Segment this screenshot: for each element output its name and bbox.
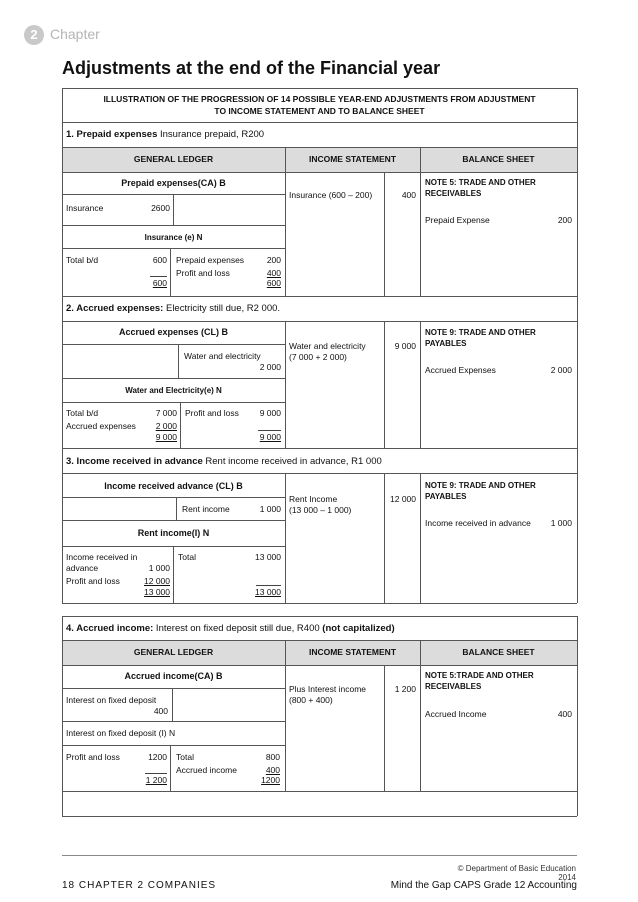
chapter-number-badge: 2 [24, 25, 44, 45]
s4-balance-sheet-label: Accrued Income [425, 709, 487, 719]
s1-right-total: 600 [266, 278, 281, 288]
column-header-general-ledger-2: GENERAL LEDGER [133, 647, 214, 657]
section-1-heading [66, 129, 264, 140]
s2-left-line-1-amount: 7 000 [155, 408, 177, 418]
s4-right-line-1-amount: 800 [265, 752, 280, 762]
s2-left-line-2: Accrued expenses [66, 421, 136, 431]
s2-income-statement-amount: 9 000 [394, 341, 416, 351]
s3-balance-sheet-amount: 1 000 [550, 518, 572, 528]
s3-left-line-2: Profit and loss [66, 576, 120, 586]
s3-income-statement-label-2: (13 000 – 1 000) [289, 505, 352, 515]
s3-right-total: 13 000 [255, 587, 281, 597]
s4-account1-label: Interest on fixed deposit [66, 695, 157, 705]
s3-left-line-1b: advance [66, 563, 99, 573]
s2-right-line-1: Profit and loss [185, 408, 239, 418]
section-3-heading-text: Rent income received in advance, R1 000 [202, 456, 382, 467]
s2-balance-sheet-label: Accrued Expenses [425, 365, 496, 375]
page-title: Adjustments at the end of the Financial year [62, 58, 441, 78]
section-4-heading-bold: 4. Accrued income: [66, 623, 154, 634]
s2-account2-title: Water and Electricity(e) N [125, 386, 222, 395]
s3-right-line-1-amount: 13 000 [255, 552, 281, 562]
s4-account2-title: Interest on fixed deposit (I) N [66, 728, 176, 738]
s1-account2-title: Insurance (e) N [144, 233, 203, 242]
s2-right-total: 9 000 [259, 432, 281, 442]
s4-right-line-2-amount: 400 [265, 765, 280, 775]
s3-left-line-2-amount: 12 000 [144, 576, 170, 586]
s4-account1-amount: 400 [153, 706, 168, 716]
column-header-balance-sheet: BALANCE SHEET [462, 154, 535, 164]
s4-left-total: 1 200 [145, 775, 167, 785]
s4-left-line-1: Profit and loss [66, 752, 120, 762]
s1-account1-amount: 2600 [151, 203, 170, 213]
s3-balance-sheet-label: Income received in advance [425, 518, 531, 528]
chapter-label: Chapter [50, 26, 100, 42]
s1-balance-sheet-label: Prepaid Expense [425, 215, 490, 225]
s1-account1-label: Insurance [66, 203, 104, 213]
column-header-balance-sheet-2: BALANCE SHEET [462, 647, 535, 657]
s4-right-line-2: Accrued income [176, 765, 237, 775]
s4-right-line-1: Total [176, 752, 194, 762]
s3-balance-sheet-note: NOTE 9: TRADE AND OTHER PAYABLES [425, 481, 536, 501]
footer-rule [62, 855, 577, 856]
s3-left-total: 13 000 [144, 587, 170, 597]
section-2-heading [66, 303, 280, 314]
s1-account1-title: Prepaid expenses(CA) B [121, 178, 226, 188]
s4-income-statement-amount: 1 200 [394, 684, 416, 694]
section-3-heading [66, 456, 382, 467]
s2-income-statement-label-1: Water and electricity [289, 341, 366, 351]
s3-income-statement-amount: 12 000 [390, 494, 416, 504]
s4-income-statement-label-1: Plus Interest income [289, 684, 367, 694]
section-2-heading-bold: 2. Accrued expenses: [66, 303, 164, 314]
illustration-heading: ILLUSTRATION OF THE PROGRESSION OF 14 POSSIBLE YEAR-END ADJUSTMENTS FROM ADJUSTMENT TO INCOME STATEMENT AND TO BALANCE SHEET [103, 94, 536, 116]
footer-book-title: Mind the Gap CAPS Grade 12 Accounting [390, 880, 577, 891]
s1-left-line-1-amount: 600 [152, 255, 167, 265]
column-header-income-statement: INCOME STATEMENT [308, 154, 397, 164]
s2-income-statement-label-2: (7 000 + 2 000) [289, 352, 347, 362]
section-1-heading-bold: 1. Prepaid expenses [66, 129, 158, 140]
s1-income-statement-amount: 400 [401, 190, 416, 200]
s3-income-statement-label-1: Rent Income [289, 494, 338, 504]
section-1-heading-text: Insurance prepaid, R200 [157, 129, 265, 140]
s1-left-total: 600 [152, 278, 167, 288]
s3-right-line-1: Total [178, 552, 196, 562]
s2-account1-amount: 2 000 [259, 362, 281, 372]
s4-income-statement-label-2: (800 + 400) [289, 695, 333, 705]
s4-account1-title: Accrued income(CA) B [124, 671, 223, 681]
section-4-heading-text: Interest on fixed deposit still due, R400 [153, 623, 323, 634]
s1-right-line-1: Prepaid expenses [176, 255, 245, 265]
s3-left-line-1: Income received in [66, 552, 138, 562]
s2-left-total: 9 000 [155, 432, 177, 442]
s1-balance-sheet-note: NOTE 5: TRADE AND OTHER RECEIVABLES [425, 178, 536, 198]
s2-right-line-1-amount: 9 000 [259, 408, 281, 418]
s2-balance-sheet-amount: 2 000 [550, 365, 572, 375]
copyright-notice: © Department of Basic Education 2014 [457, 864, 576, 882]
s1-right-line-1-amount: 200 [266, 255, 281, 265]
footer-page-chapter: 18 CHAPTER 2 COMPANIES [62, 880, 217, 891]
s1-balance-sheet-amount: 200 [557, 215, 572, 225]
s2-account1-label: Water and electricity [184, 351, 261, 361]
s3-account1-amount: 1 000 [259, 504, 281, 514]
s2-balance-sheet-note: NOTE 9: TRADE AND OTHER PAYABLES [425, 328, 536, 348]
s2-left-line-1: Total b/d [66, 408, 99, 418]
s3-account2-title: Rent income(I) N [137, 528, 210, 538]
s1-right-line-2-amount: 400 [266, 268, 281, 278]
section-4-heading [66, 623, 395, 634]
s4-balance-sheet-note: NOTE 5:TRADE AND OTHER RECEIVABLES [425, 671, 534, 691]
column-header-income-statement-2: INCOME STATEMENT [308, 647, 397, 657]
s2-left-line-2-amount: 2 000 [155, 421, 177, 431]
section-3-heading-bold: 3. Income received in advance [66, 456, 203, 467]
s2-account1-title: Accrued expenses (CL) B [118, 327, 229, 337]
s1-right-line-2: Profit and loss [176, 268, 230, 278]
s3-account1-title: Income received advance (CL) B [104, 481, 243, 491]
section-2-heading-text: Electricity still due, R2 000. [163, 303, 281, 314]
s4-balance-sheet-amount: 400 [557, 709, 572, 719]
s3-left-line-1-amount: 1 000 [148, 563, 170, 573]
section-4-heading-bold-2: (not capitalized) [322, 623, 395, 634]
s4-left-line-1-amount: 1200 [148, 752, 167, 762]
s4-right-total: 1200 [261, 775, 280, 785]
column-header-general-ledger: GENERAL LEDGER [133, 154, 214, 164]
s1-income-statement-label: Insurance (600 – 200) [289, 190, 373, 200]
s3-account1-label: Rent income [182, 504, 230, 514]
s1-left-line-1: Total b/d [66, 255, 99, 265]
